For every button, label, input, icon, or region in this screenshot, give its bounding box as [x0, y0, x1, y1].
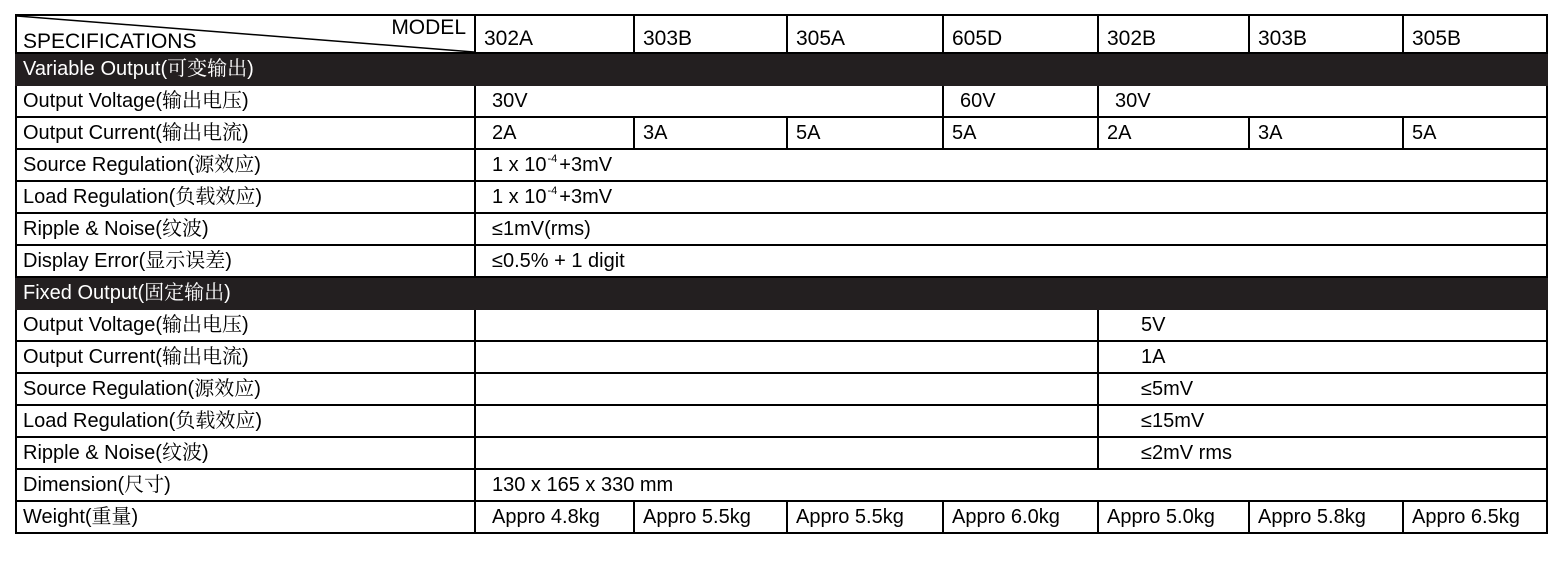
row-label: Ripple & Noise(纹波) — [16, 437, 475, 469]
row-label: Output Voltage(输出电压) — [16, 85, 475, 117]
value-suffix: +3mV — [559, 186, 613, 208]
value-cell: Appro 5.5kg — [787, 501, 943, 533]
value-cell: 130 x 165 x 330 mm — [475, 469, 1547, 501]
table-row — [16, 501, 1547, 533]
value-cell: 30V — [1098, 85, 1547, 117]
model-column-header: 302A — [475, 15, 634, 53]
table-row — [16, 213, 1547, 245]
value-suffix: +3mV — [559, 154, 613, 176]
row-label: Source Regulation(源效应) — [16, 149, 475, 181]
value-prefix: 1 x 10 — [492, 154, 547, 176]
row-label: Load Regulation(负载效应) — [16, 405, 475, 437]
row-label: Output Voltage(输出电压) — [16, 309, 475, 341]
value-cell: 5A — [943, 117, 1098, 149]
table-row — [16, 149, 1547, 181]
table-row — [16, 341, 1547, 373]
table-row — [16, 405, 1547, 437]
value-cell: ≤0.5% + 1 digit — [475, 245, 1547, 277]
specifications-header-label: SPECIFICATIONS — [23, 30, 197, 53]
table-row — [16, 117, 1547, 149]
table-row — [16, 309, 1547, 341]
spec-model-corner-cell — [16, 15, 475, 53]
row-label: Output Current(输出电流) — [16, 341, 475, 373]
value-cell: 5V — [1098, 309, 1547, 341]
value-cell: 5A — [787, 117, 943, 149]
specifications-table — [15, 14, 1548, 534]
value-cell: 1A — [1098, 341, 1547, 373]
value-cell: Appro 6.0kg — [943, 501, 1098, 533]
value-cell: 2A — [475, 117, 634, 149]
model-column-header: 305B — [1403, 15, 1547, 53]
value-prefix: 1 x 10 — [492, 186, 547, 208]
value-cell: Appro 5.8kg — [1249, 501, 1403, 533]
header-row — [16, 15, 1547, 53]
value-cell: Appro 4.8kg — [475, 501, 634, 533]
value-cell: ≤5mV — [1098, 373, 1547, 405]
value-cell: ≤15mV — [1098, 405, 1547, 437]
value-cell: 60V — [943, 85, 1098, 117]
row-label: Ripple & Noise(纹波) — [16, 213, 475, 245]
value-cell: 2A — [1098, 117, 1249, 149]
table-row — [16, 469, 1547, 501]
table-row — [16, 437, 1547, 469]
table-row — [16, 181, 1547, 213]
section-title: Variable Output(可变输出) — [16, 53, 1547, 85]
table-row — [16, 85, 1547, 117]
value-cell: ≤2mV rms — [1098, 437, 1547, 469]
model-column-header: 303B — [1249, 15, 1403, 53]
table-row — [16, 373, 1547, 405]
empty-cell — [475, 373, 1098, 405]
model-column-header: 303B — [634, 15, 787, 53]
value-cell: 30V — [475, 85, 943, 117]
empty-cell — [475, 309, 1098, 341]
value-cell: Appro 5.5kg — [634, 501, 787, 533]
value-cell: ≤1mV(rms) — [475, 213, 1547, 245]
model-column-header: 305A — [787, 15, 943, 53]
section-header-variable-output — [16, 53, 1547, 85]
row-label: Output Current(输出电流) — [16, 117, 475, 149]
value-cell — [475, 149, 1547, 181]
value-cell — [475, 181, 1547, 213]
model-column-header: 302B — [1098, 15, 1249, 53]
row-label: Display Error(显示误差) — [16, 245, 475, 277]
section-title: Fixed Output(固定输出) — [16, 277, 1547, 309]
model-column-header: 605D — [943, 15, 1098, 53]
row-label: Dimension(尺寸) — [16, 469, 475, 501]
empty-cell — [475, 405, 1098, 437]
value-cell: 3A — [634, 117, 787, 149]
value-exponent: -4 — [547, 153, 558, 165]
empty-cell — [475, 341, 1098, 373]
model-header-label: MODEL — [391, 16, 466, 39]
value-cell: 5A — [1403, 117, 1547, 149]
value-exponent: -4 — [547, 185, 558, 197]
row-label: Weight(重量) — [16, 501, 475, 533]
table-row — [16, 245, 1547, 277]
value-cell: 3A — [1249, 117, 1403, 149]
empty-cell — [475, 437, 1098, 469]
section-header-fixed-output — [16, 277, 1547, 309]
value-cell: Appro 5.0kg — [1098, 501, 1249, 533]
row-label: Load Regulation(负载效应) — [16, 181, 475, 213]
row-label: Source Regulation(源效应) — [16, 373, 475, 405]
value-cell: Appro 6.5kg — [1403, 501, 1547, 533]
